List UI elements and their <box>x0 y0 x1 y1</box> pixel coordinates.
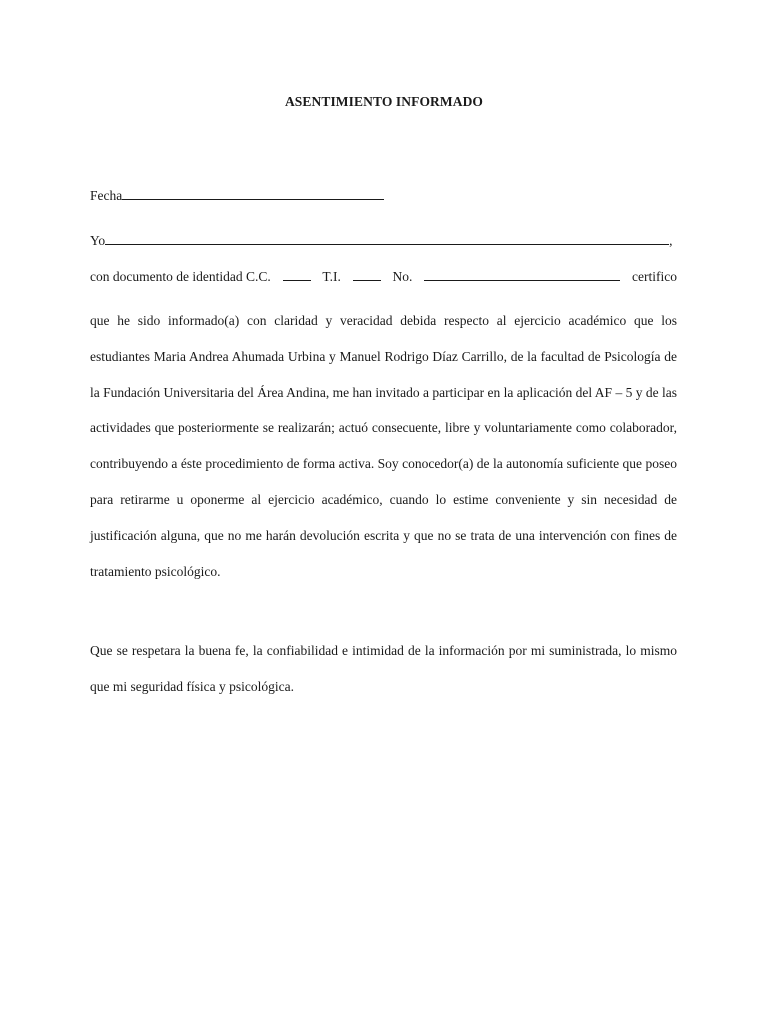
ti-blank[interactable] <box>353 268 381 281</box>
cc-blank[interactable] <box>283 268 311 281</box>
fecha-line <box>90 187 384 204</box>
fecha-label: Fecha <box>90 188 123 203</box>
ti-label: T.I. <box>322 269 341 284</box>
consent-paragraph: que he sido informado(a) con claridad y veracidad debida respecto al ejercicio académico que los estudiantes Maria Andrea Ahumada Urbina y Manuel Rodrigo Díaz Carrillo, de la facultad de Psicología de la Fundación Universitaria del Área Andina, me han invitado a participar en la aplicación del AF – 5 y de las actividades que posteriormente se realizarán; actuó consecuente, libre y voluntariamente como colaborador, contribuyendo a éste procedimiento de forma activa. Soy conocedor(a) de la autonomía suficiente que poseo para retirarme u oponerme al ejercicio académico, cuando lo estime conveniente y sin necesidad de justificación alguna, que no me harán devolución escrita y que no se trata de una intervención con fines de tratamiento psicológico. <box>90 313 677 579</box>
yo-label: Yo <box>90 233 106 248</box>
id-number-blank[interactable] <box>424 268 620 281</box>
privacy-paragraph: Que se respetara la buena fe, la confiabilidad e intimidad de la información por mi suministrada, lo mismo que mi seguridad física y psicológica. <box>90 643 677 694</box>
no-label: No. <box>392 269 413 284</box>
document-title: ASENTIMIENTO INFORMADO <box>284 94 484 109</box>
fecha-blank[interactable] <box>122 187 384 200</box>
certifico-text: certifico <box>631 269 677 284</box>
identity-line <box>90 268 677 285</box>
yo-trailing-comma: , <box>669 233 673 248</box>
id-prefix: con documento de identidad C.C. <box>90 269 271 284</box>
yo-line <box>90 232 673 249</box>
yo-name-blank[interactable] <box>105 232 669 245</box>
